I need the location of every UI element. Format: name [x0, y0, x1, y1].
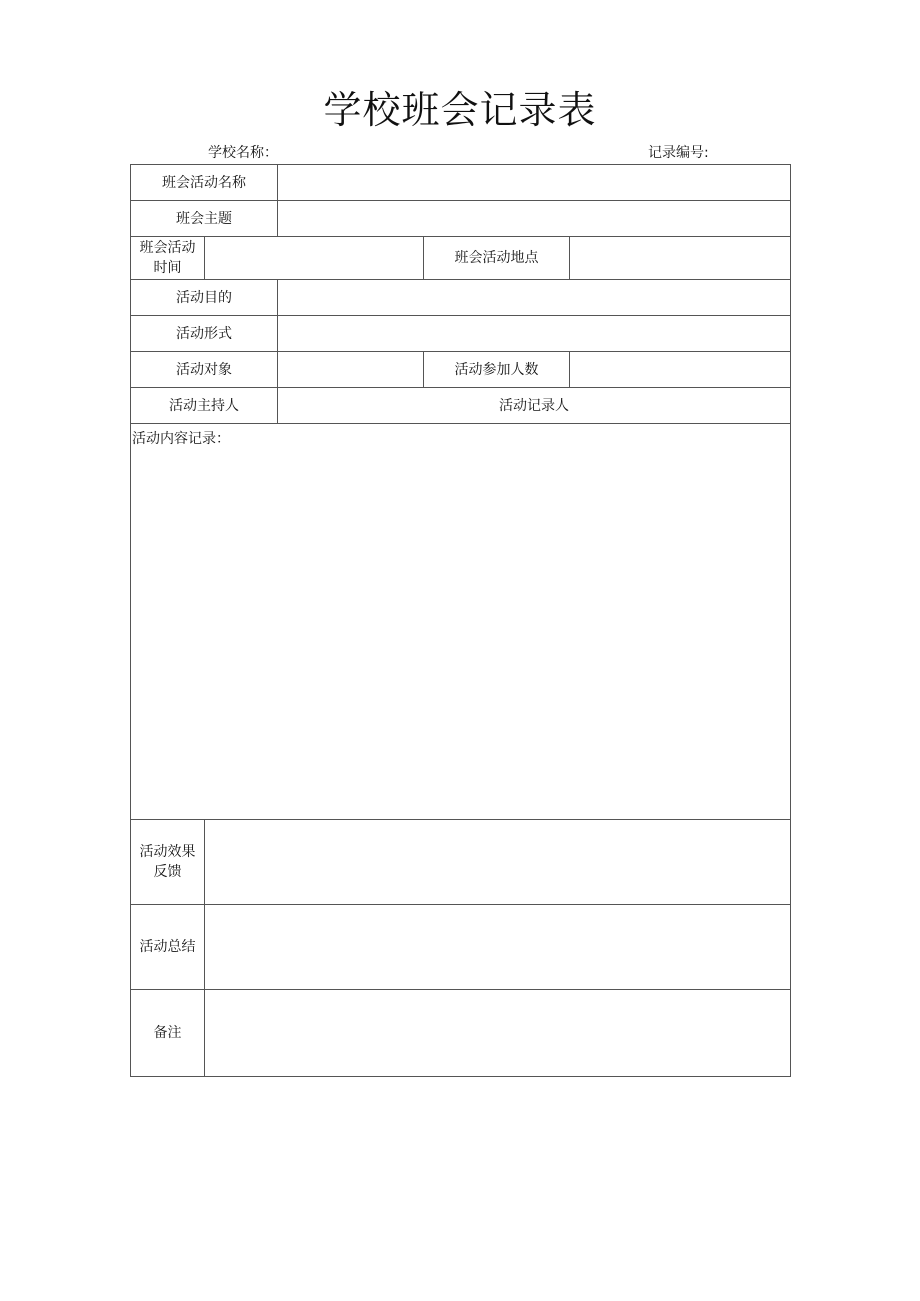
table-row [131, 990, 791, 1077]
format-label: 活动形式 [131, 316, 278, 352]
host-label: 活动主持人 [131, 388, 278, 424]
recorder-label: 活动记录人 [278, 388, 791, 424]
purpose-label: 活动目的 [131, 280, 278, 316]
school-name-label: 学校名称： [208, 145, 278, 161]
table-row [131, 352, 791, 388]
purpose-field[interactable] [278, 280, 791, 316]
participants-label: 活动参加人数 [424, 352, 570, 388]
time-label: 班会活动时间 [131, 237, 205, 280]
content-record-field[interactable] [131, 424, 791, 820]
table-row [131, 905, 791, 990]
table-row [131, 280, 791, 316]
table-row [131, 165, 791, 201]
content-record-label: 活动内容记录： [132, 431, 230, 447]
table-row [131, 237, 791, 280]
theme-field[interactable] [278, 201, 791, 237]
time-field[interactable] [205, 237, 424, 280]
record-number-label: 记录编号: [648, 145, 709, 161]
activity-name-label: 班会活动名称 [131, 165, 278, 201]
theme-label: 班会主题 [131, 201, 278, 237]
table-row [131, 316, 791, 352]
location-field[interactable] [570, 237, 791, 280]
participants-field[interactable] [570, 352, 791, 388]
feedback-field[interactable] [205, 820, 791, 905]
target-label: 活动对象 [131, 352, 278, 388]
activity-name-field[interactable] [278, 165, 791, 201]
table-row [131, 424, 791, 820]
class-meeting-record-table [130, 164, 791, 1077]
summary-label: 活动总结 [131, 905, 205, 990]
feedback-label: 活动效果反馈 [131, 820, 205, 905]
target-field[interactable] [278, 352, 424, 388]
form-title: 学校班会记录表 [323, 88, 597, 132]
remarks-field[interactable] [205, 990, 791, 1077]
summary-field[interactable] [205, 905, 791, 990]
table-row [131, 388, 791, 424]
table-row [131, 201, 791, 237]
format-field[interactable] [278, 316, 791, 352]
location-label: 班会活动地点 [424, 237, 570, 280]
table-row [131, 820, 791, 905]
remarks-label: 备注 [131, 990, 205, 1077]
